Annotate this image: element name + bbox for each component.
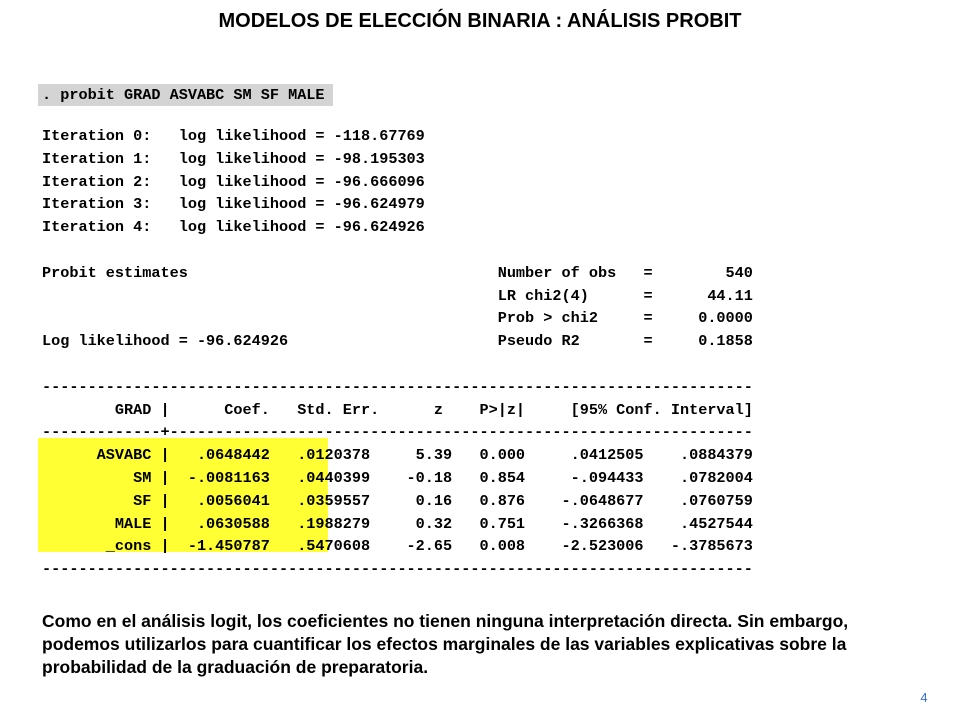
table-row-male: MALE | .0630588 .1988279 0.32 0.751 -.3266368 .4527544 [42,514,753,533]
table-row-asvabc: ASVABC | .0648442 .0120378 5.39 0.000 .0412505 .0884379 [42,446,753,465]
stata-output [42,125,753,581]
table-row-cons: _cons | -1.450787 .5470608 -2.65 0.008 -2.523006 -.3785673 [42,537,753,556]
blank-line [42,239,753,262]
table-rule-mid: -------------+---------------------------------------------------------------- [42,423,753,442]
table-header: GRAD | Coef. Std. Err. z P>|z| [95% Conf. Interval] [42,400,753,419]
table-rule-top: ------------------------------------------------------------------------------ [42,377,753,396]
slide-title: MODELOS DE ELECCIÓN BINARIA : ANÁLISIS PROBIT [218,10,742,32]
probit-estimates-line: Probit estimates Number of obs = 540 [42,263,753,282]
blank-line [42,353,753,376]
iteration-3-line: Iteration 3: log likelihood = -96.624979 [42,195,425,214]
lr-chi2-line: LR chi2(4) = 44.11 [42,286,753,305]
iteration-4-line: Iteration 4: log likelihood = -96.624926 [42,218,425,237]
iteration-2-line: Iteration 2: log likelihood = -96.666096 [42,172,425,191]
iteration-0-line: Iteration 0: log likelihood = -118.67769 [42,127,425,145]
log-likelihood-line: Log likelihood = -96.624926 Pseudo R2 = 0.1858 [42,332,753,351]
iteration-1-line: Iteration 1: log likelihood = -98.195303 [42,149,425,168]
table-row-sm: SM | -.0081163 .0440399 -0.18 0.854 -.094433 .0782004 [42,468,753,487]
prob-chi2-line: Prob > chi2 = 0.0000 [42,309,753,328]
explanation-text: Como en el análisis logit, los coeficientes no tienen ninguna interpretación directa. Sin embargo, podemos utilizarlos para cuantificar los efectos marginales de las variables explicativas sobre la probabilidad de la graduación de preparatoria. [42,611,849,677]
page-number: 4 [920,690,928,705]
stata-command: . probit GRAD ASVABC SM SF MALE [38,84,333,106]
table-row-sf: SF | .0056041 .0359557 0.16 0.876 -.0648677 .0760759 [42,491,753,510]
table-rule-bottom: ------------------------------------------------------------------------------ [42,560,753,579]
